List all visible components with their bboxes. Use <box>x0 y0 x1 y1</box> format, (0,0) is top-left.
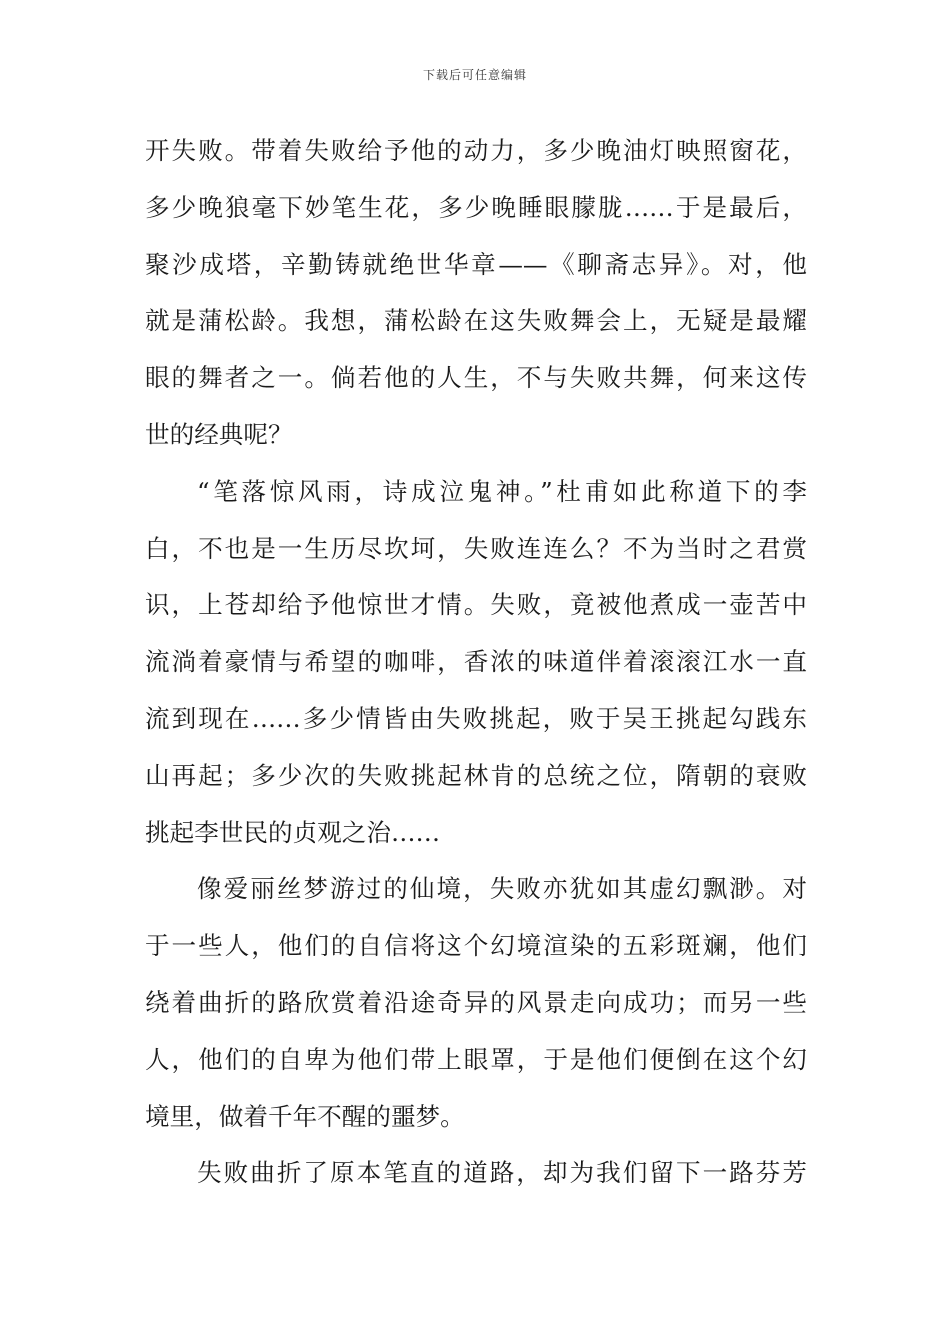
text-line: 多少晚狼毫下妙笔生花，多少晚睡眼朦胧……于是最后， <box>145 192 807 222</box>
text-line: 流到现在……多少情皆由失败挑起，败于吴王挑起勾践东 <box>145 703 807 733</box>
text-line: 挑起李世民的贞观之治…… <box>145 817 441 847</box>
text-line: 于一些人，他们的自信将这个幻境渲染的五彩斑斓，他们 <box>145 931 807 961</box>
text-line: “笔落惊风雨，诗成泣鬼神。”杜甫如此称道下的李 <box>197 476 807 506</box>
text-line: 像爱丽丝梦游过的仙境，失败亦犹如其虚幻飘渺。对 <box>197 874 807 904</box>
text-line: 山再起；多少次的失败挑起林肯的总统之位，隋朝的衰败 <box>145 760 807 790</box>
body-text <box>145 123 807 1202</box>
text-line: 失败曲折了原本笔直的道路，却为我们留下一路芬芳 <box>197 1158 807 1188</box>
text-line: 绕着曲折的路欣赏着沿途奇异的风景走向成功；而另一些 <box>145 987 807 1017</box>
text-line: 眼的舞者之一。倘若他的人生，不与失败共舞，何来这传 <box>145 363 807 393</box>
text-line: 白，不也是一生历尽坎坷，失败连连么？不为当时之君赏 <box>145 533 807 563</box>
text-line: 人，他们的自卑为他们带上眼罩，于是他们便倒在这个幻 <box>145 1044 807 1074</box>
text-line: 境里，做着千年不醒的噩梦。 <box>145 1101 465 1131</box>
text-line: 开失败。带着失败给予他的动力，多少晚油灯映照窗花， <box>145 136 807 165</box>
text-line: 世的经典呢？ <box>145 419 293 449</box>
text-line: 就是蒲松龄。我想，蒲松龄在这失败舞会上，无疑是最耀 <box>145 306 807 336</box>
page-header: 下载后可任意编辑 <box>422 68 527 82</box>
text-line: 识，上苍却给予他惊世才情。失败，竟被他煮成一壶苦中 <box>145 590 807 620</box>
text-line: 聚沙成塔，辛勤铸就绝世华章——《聊斋志异》。对，他 <box>145 249 807 279</box>
text-line: 流淌着豪情与希望的咖啡，香浓的味道伴着滚滚江水一直 <box>145 647 807 677</box>
